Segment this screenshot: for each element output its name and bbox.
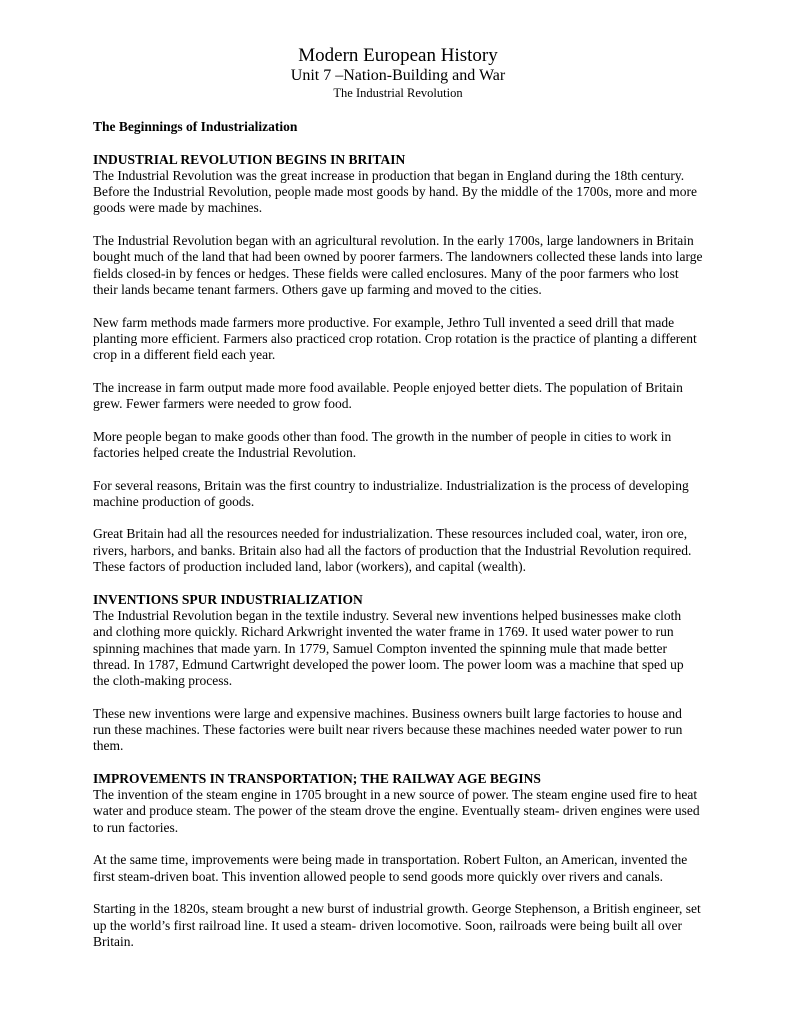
section-heading-inventions: INVENTIONS SPUR INDUSTRIALIZATION bbox=[93, 591, 363, 607]
paragraph: New farm methods made farmers more productive. For example, Jethro Tull invented a seed drill that made planting more efficient. Farmers also practiced crop rotation. Crop rotation is the practice of planting a different crop in a different field each year. bbox=[93, 314, 697, 363]
section-title: The Beginnings of Industrialization bbox=[93, 119, 298, 134]
unit-subtitle: Unit 7 –Nation-Building and War bbox=[290, 67, 506, 84]
document-header bbox=[93, 45, 703, 101]
document-page bbox=[93, 45, 703, 950]
section-heading-transportation: IMPROVEMENTS IN TRANSPORTATION; THE RAILWAY AGE BEGINS bbox=[93, 770, 541, 786]
paragraph: The Industrial Revolution began in the textile industry. Several new inventions helped businesses make cloth and clothing more quickly. Richard Arkwright invented the water frame in 1769. It used water power to run spinning machines that made yarn. In 1779, Samuel Compton invented the spinning mule that made better thread. In 1787, Edmund Cartwright developed the power loom. The power loom was a machine that sped up the cloth-making process. bbox=[93, 607, 684, 689]
paragraph: At the same time, improvements were being made in transportation. Robert Fulton, an American, invented the first steam-driven boat. This invention allowed people to send goods more quickly over rivers and canals. bbox=[93, 852, 688, 884]
paragraph: Starting in the 1820s, steam brought a new burst of industrial growth. George Stephenson, a British engineer, set up the world’s first railroad line. It used a steam- driven locomotive. Soon, railroads were being built all over Britain. bbox=[93, 901, 701, 949]
paragraph: The Industrial Revolution was the great increase in production that began in England during the 18th century. Before the Industrial Revolution, people made most goods by hand. By the middle of the 1700s, more and more goods were made by machines. bbox=[93, 167, 698, 216]
document-title: Modern European History bbox=[298, 45, 498, 66]
paragraph: These new inventions were large and expensive machines. Business owners built large factories to house and run these machines. These factories were built near rivers because these machines needed water power to run them. bbox=[93, 705, 683, 754]
paragraph: For several reasons, Britain was the first country to industrialize. Industrialization is the process of developing machine production of goods. bbox=[93, 477, 689, 509]
paragraph: The invention of the steam engine in 1705 brought in a new source of power. The steam engine used fire to heat water and produce steam. The power of the steam drove the engine. Eventually steam- driven engines were used to run factories. bbox=[93, 787, 700, 835]
paragraph: The increase in farm output made more food available. People enjoyed better diets. The population of Britain grew. Fewer farmers were needed to grow food. bbox=[93, 379, 683, 412]
topic-subtitle: The Industrial Revolution bbox=[333, 86, 463, 100]
paragraph: The Industrial Revolution began with an agricultural revolution. In the early 1700s, large landowners in Britain bought much of the land that had been owned by poorer farmers. The landowners collected these lands into large fields closed-in by fences or hedges. These fields were called enclosures. Many of the poor farmers who lost their lands became tenant farmers. Others gave up farming and moved to the cities. bbox=[93, 233, 703, 297]
section-heading-britain: INDUSTRIAL REVOLUTION BEGINS IN BRITAIN bbox=[93, 151, 406, 167]
paragraph: More people began to make goods other than food. The growth in the number of people in cities to work in factories helped create the Industrial Revolution. bbox=[93, 428, 672, 460]
paragraph: Great Britain had all the resources needed for industrialization. These resources included coal, water, iron ore, rivers, harbors, and banks. Britain also had all the factors of production that the Industrial Revolution required. These factors of production included land, labor (workers), and capital (wealth). bbox=[93, 526, 692, 575]
